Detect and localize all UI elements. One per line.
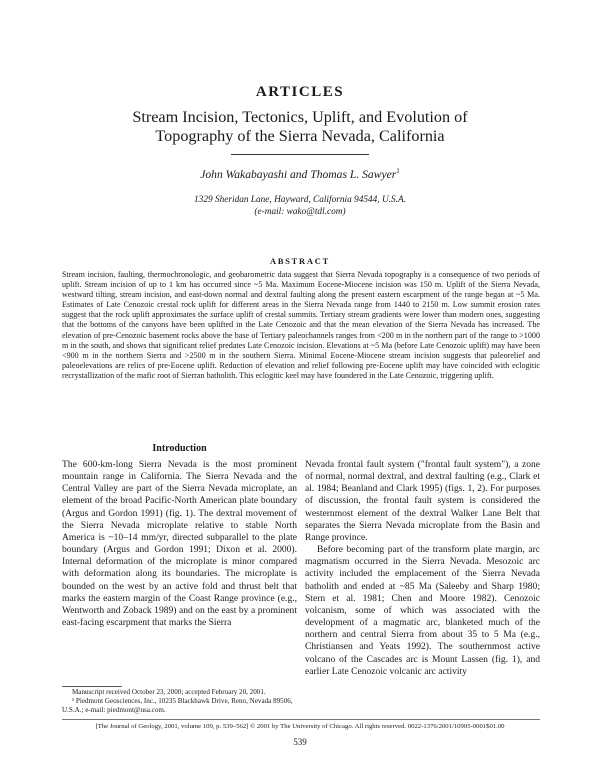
abstract-heading: ABSTRACT xyxy=(269,257,330,266)
right-column xyxy=(305,459,540,678)
footnote-affiliation: ¹ Piedmont Geosciences, Inc., 10235 Blackhawk Drive, Reno, Nevada 89506, U.S.A.; e-mail: piedmont@usa.com. xyxy=(62,697,293,714)
footnote-manuscript: Manuscript received October 23, 2000; accepted February 20, 2001. xyxy=(72,688,266,696)
address-email: (e-mail: wako@tdl.com) xyxy=(254,206,346,217)
intro-paragraph-1-continued: Nevada frontal fault system ("frontal fault system"), a zone of normal, normal dextral, and dextral faulting (e.g., Clark et al. 1984; Beanland and Clark 1995) (figs. 1, 2). For purposes of discussion, the frontal fault system is considered the westernmost element of the dextral Walker Lane Belt that separates the Sierra Nevada microplate from the Basin and Range province. xyxy=(305,459,540,543)
abstract-text: Stream incision, faulting, thermochronologic, and geobarometric data suggest that Sierra Nevada topography is a consequence of two periods of uplift. Stream incision of up to 1 km has occurred since ~5 Ma. Maximum Eocene-Miocene incision was 150 m. Uplift of the Sierra Nevada, westward tilting, stream incision, and east-down normal and dextral faulting along the present eastern escarpment of the range began at ~5 Ma. Estimates of Late Cenozoic crestal rock uplift for different areas in the Sierra Nevada range from 1440 to 2150 m. Low summit erosion rates suggest that the rock uplift approximates the surface uplift of crestal summits. Tertiary stream gradients were lower than modern ones, suggesting that the bottoms of the canyons have been uplifted in the Late Cenozoic and that the mean elevation of the Sierra Nevada has increased. The elevation of pre-Cenozoic basement rocks above the base of Tertiary paleochannels ranges from <200 m in the northern part of the range to >1000 m in the south, and shows that significant relief predates Late Cenozoic incision. Elevations at ~5 Ma (before Late Cenozoic uplift) may have been <900 m in the northern Sierra and >2500 m in the southern Sierra. Minimal Eocene-Miocene stream incision suggests that paleorelief and paleoelevations are relics of pre-Eocene uplift. Reduction of elevation and relief following pre-Eocene uplift may have coincided with eclogitic recrystallization of the mafic root of Sierran batholith. This eclogitic keel may have foundered in the Late Cenozoic, triggering uplift. xyxy=(62,270,540,380)
section-label: ARTICLES xyxy=(255,84,345,100)
footnote-divider xyxy=(62,686,122,687)
article-title xyxy=(0,108,600,146)
footnotes xyxy=(62,688,297,715)
author-address xyxy=(0,195,600,218)
address-line-1: 1329 Sheridan Lane, Hayward, California 94544, U.S.A. xyxy=(194,195,406,205)
left-column xyxy=(62,459,297,629)
page-number: 539 xyxy=(293,737,307,747)
journal-citation: [The Journal of Geology, 2001, volume 109, p. 539–562] © 2001 by The University of Chicago. All rights reserved. 0022-1376/2001/10905-0001$01.00 xyxy=(95,723,505,730)
author-footnote-mark: 1 xyxy=(396,167,400,175)
authors: John Wakabayashi and Thomas L. Sawyer xyxy=(200,167,397,181)
footer-divider xyxy=(62,719,540,720)
intro-paragraph-1: The 600-km-long Sierra Nevada is the most prominent mountain range in California. The Sierra Nevada and the Central Valley are part of the Sierra Nevada microplate, an element of the broad Pacific-North American plate boundary (Argus and Gordon 1991) (fig. 1). The dextral movement of the Sierra Nevada microplate relative to stable North America is ~10–14 mm/yr, directed subparallel to the plate boundary (Argus and Gordon 1991; Dixon et al. 2000). Internal deformation of the microplate is minor compared with deformation along its boundaries. The microplate is bounded on the west by an active fold and thrust belt that marks the eastern margin of the Coast Range province (e.g., Wentworth and Zoback 1989) and on the east by a prominent east-facing escarpment that marks the Sierra xyxy=(62,459,297,629)
introduction-heading: Introduction xyxy=(152,443,207,454)
title-line-1: Stream Incision, Tectonics, Uplift, and Evolution of xyxy=(132,108,468,126)
intro-paragraph-2: Before becoming part of the transform plate margin, arc magmatism occurred in the Sierra Nevada. Mesozoic arc activity included the emplacement of the Sierra Nevada batholith and ended at ~85 Ma (Saleeby and Sharp 1980; Stern et al. 1981; Chen and Moore 1982). Cenozoic volcanism, some of which was associated with the development of a magmatic arc, blanketed much of the northern and central Sierra from about 35 to 5 Ma (e.g., Christiansen and Yeats 1992). The southernmost active volcano of the Cascades arc is Mount Lassen (fig. 1), and earlier Late Cenozoic volcanic arc activity xyxy=(305,544,540,677)
title-line-2: Topography of the Sierra Nevada, California xyxy=(155,127,445,145)
title-divider xyxy=(231,154,369,155)
author-line xyxy=(0,167,600,181)
